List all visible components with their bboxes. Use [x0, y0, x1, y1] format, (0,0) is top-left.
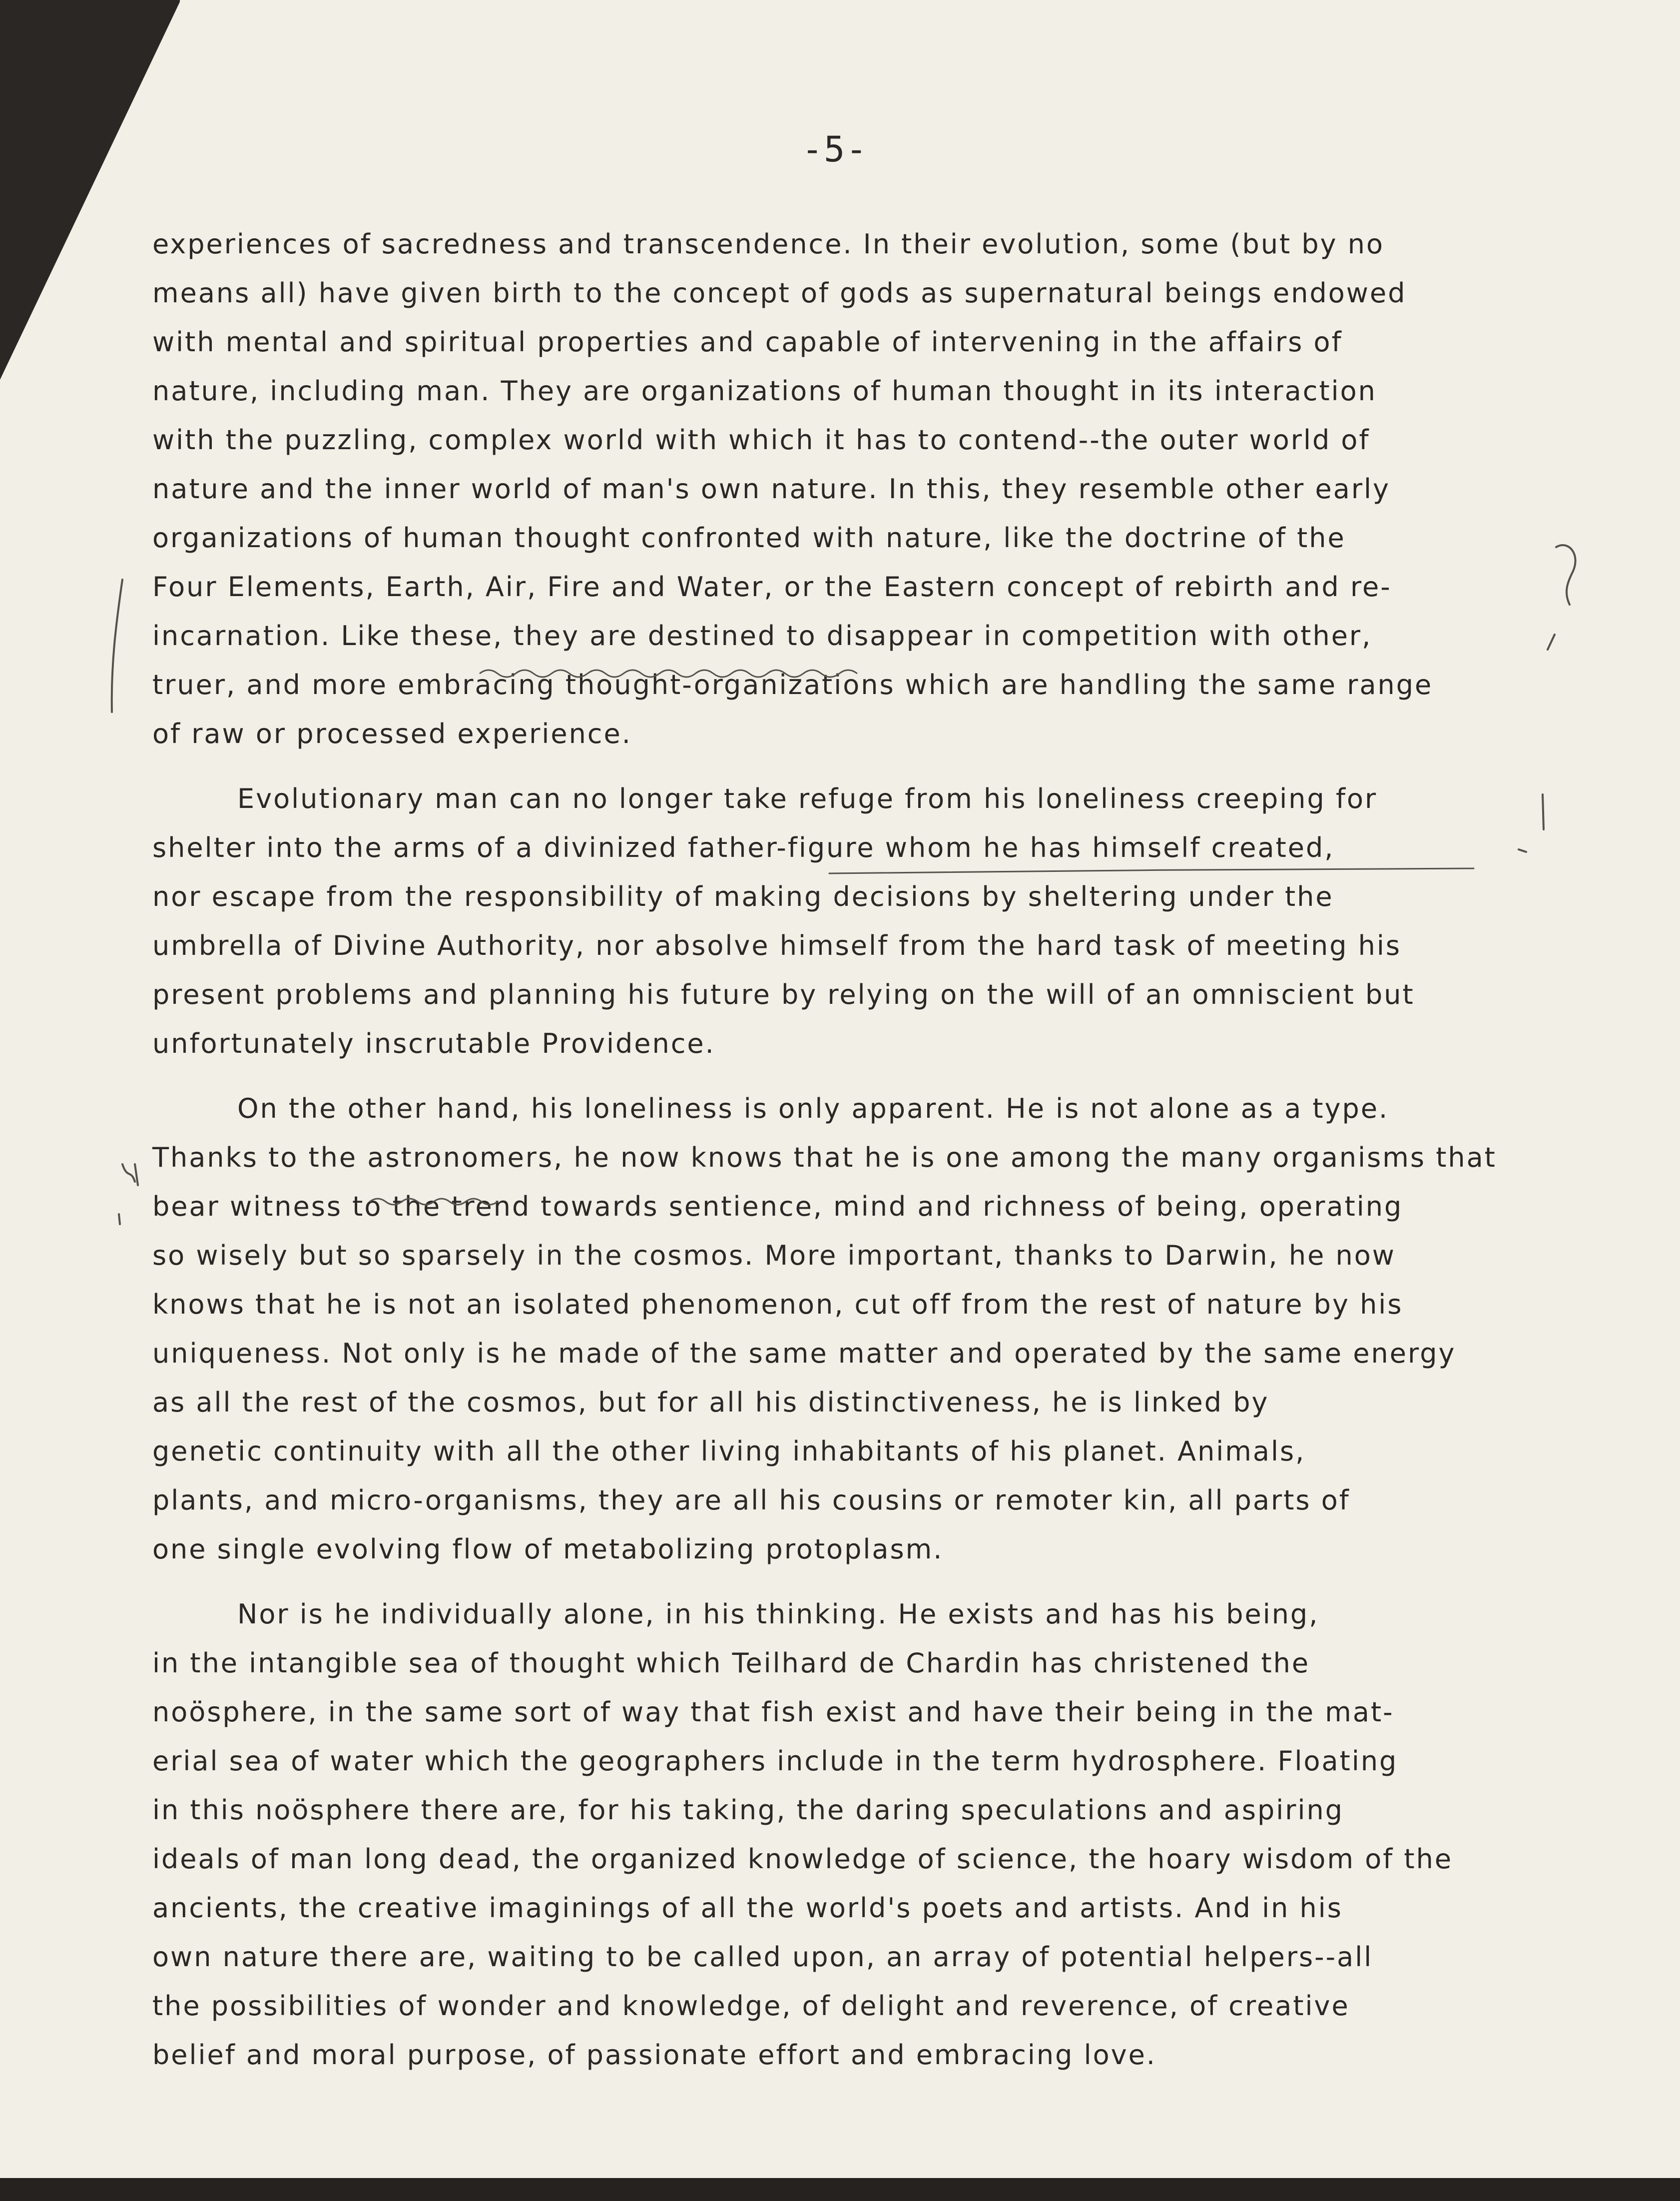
text-line: nature and the inner world of man's own nature. In this, they resemble other early	[152, 473, 1390, 505]
wavy-underline-astronomers	[370, 1199, 498, 1205]
text-line: genetic continuity with all the other living inhabitants of his planet. Animals,	[152, 1436, 1306, 1467]
underline-father-figure	[829, 868, 1474, 873]
page-number: -5-	[802, 129, 868, 170]
text-line: Four Elements, Earth, Air, Fire and Water, or the Eastern concept of rebirth and re-	[152, 571, 1392, 603]
text-line: experiences of sacredness and transcendence. In their evolution, some (but by no	[152, 228, 1385, 260]
text-line: On the other hand, his loneliness is only apparent. He is not alone as a type.	[237, 1093, 1389, 1124]
text-line: with the puzzling, complex world with which it has to contend--the outer world of	[152, 424, 1370, 456]
text-line: so wisely but so sparsely in the cosmos. More important, thanks to Darwin, he now	[152, 1240, 1396, 1271]
margin-mark-second-paragraph	[1543, 794, 1544, 829]
text-line: one single evolving flow of metabolizing protoplasm.	[152, 1533, 944, 1565]
text-line: present problems and planning his future by relying on the will of an omniscient but	[152, 979, 1415, 1010]
margin-dash-mark	[1519, 849, 1526, 852]
text-line: umbrella of Divine Authority, nor absolve himself from the hard task of meeting his	[152, 930, 1402, 961]
text-line: nature, including man. They are organizations of human thought in its interaction	[152, 375, 1377, 407]
wavy-underline-disappear	[480, 670, 857, 677]
margin-question-mark	[1556, 545, 1576, 605]
text-line: Evolutionary man can no longer take refuge from his loneliness creeping for	[237, 783, 1378, 814]
text-line: Thanks to the astronomers, he now knows that he is one among the many organisms that	[152, 1142, 1497, 1173]
text-line: in the intangible sea of thought which Teilhard de Chardin has christened the	[152, 1647, 1310, 1679]
margin-tick-mark	[1548, 635, 1555, 650]
text-line: of raw or processed experience.	[152, 718, 632, 749]
margin-line-mark	[112, 580, 122, 712]
text-line: Nor is he individually alone, in his thinking. He exists and has his being,	[237, 1598, 1319, 1630]
text-line: ancients, the creative imaginings of all the world's poets and artists. And in his	[152, 1892, 1343, 1924]
text-line: shelter into the arms of a divinized father-figure whom he has himself created,	[152, 832, 1335, 863]
text-line: plants, and micro-organisms, they are all his cousins or remoter kin, all parts of	[152, 1484, 1350, 1516]
text-line: noösphere, in the same sort of way that fish exist and have their being in the mat-	[152, 1696, 1394, 1728]
text-line: own nature there are, waiting to be called upon, an array of potential helpers--all	[152, 1941, 1373, 1973]
text-line: knows that he is not an isolated phenomenon, cut off from the rest of nature by his	[152, 1289, 1403, 1320]
margin-scribble-mark	[119, 1164, 138, 1224]
text-line: truer, and more embracing thought-organizations which are handling the same range	[152, 669, 1433, 701]
text-line: belief and moral purpose, of passionate effort and embracing love.	[152, 2039, 1156, 2071]
text-line: bear witness to the trend towards sentience, mind and richness of being, operating	[152, 1191, 1403, 1222]
text-line: with mental and spiritual properties and capable of intervening in the affairs of	[152, 326, 1343, 358]
text-line: unfortunately inscrutable Providence.	[152, 1028, 715, 1059]
text-line: means all) have given birth to the concept of gods as supernatural beings endowed	[152, 277, 1407, 309]
text-line: the possibilities of wonder and knowledge, of delight and reverence, of creative	[152, 1990, 1350, 2022]
text-line: as all the rest of the cosmos, but for all his distinctiveness, he is linked by	[152, 1387, 1269, 1418]
text-line: organizations of human thought confronted with nature, like the doctrine of the	[152, 522, 1346, 554]
text-line: erial sea of water which the geographers include in the term hydrosphere. Floating	[152, 1745, 1398, 1777]
text-line: uniqueness. Not only is he made of the same matter and operated by the same energy	[152, 1338, 1456, 1369]
text-line: incarnation. Like these, they are destined to disappear in competition with other,	[152, 620, 1372, 652]
text-line: ideals of man long dead, the organized knowledge of science, the hoary wisdom of the	[152, 1843, 1453, 1875]
text-line: nor escape from the responsibility of making decisions by sheltering under the	[152, 881, 1334, 912]
text-line: in this noösphere there are, for his taking, the daring speculations and aspiring	[152, 1794, 1344, 1826]
